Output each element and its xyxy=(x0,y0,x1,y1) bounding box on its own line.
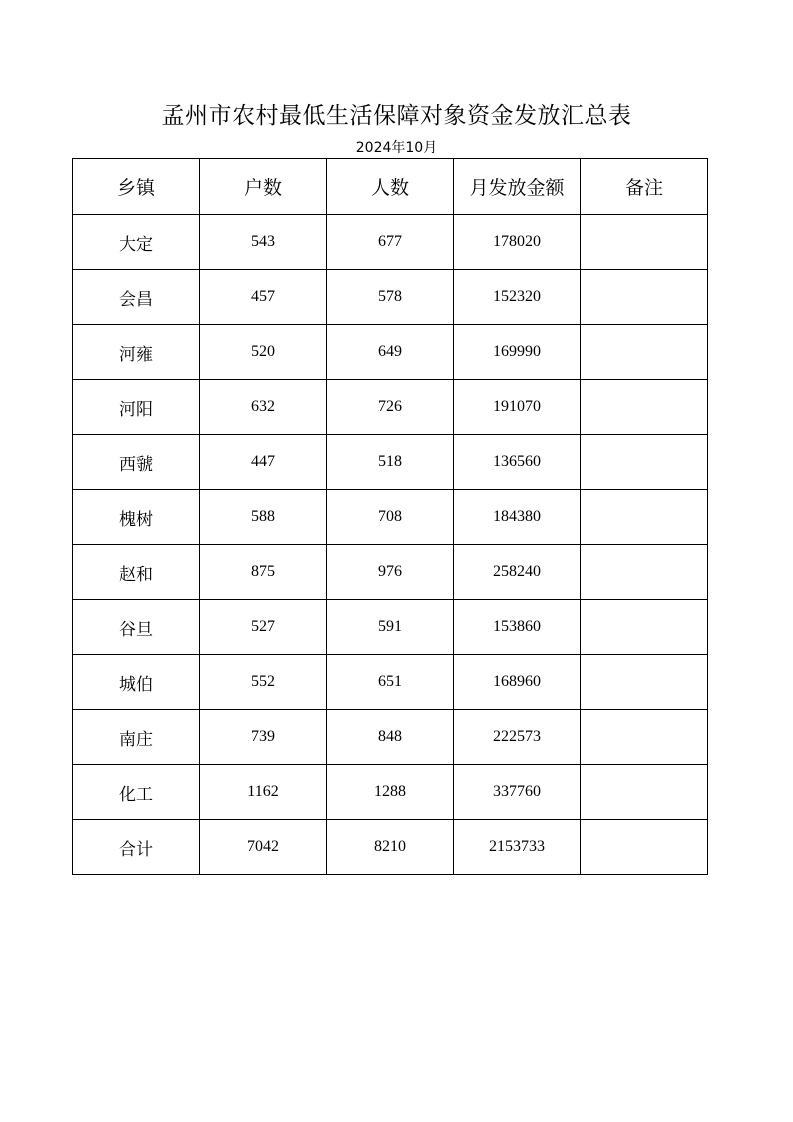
table-row xyxy=(73,545,708,600)
cell-remark xyxy=(581,270,708,325)
table-row xyxy=(73,655,708,710)
cell-households: 543 xyxy=(200,215,327,270)
cell-persons: 976 xyxy=(327,545,454,600)
table-row xyxy=(73,600,708,655)
cell-amount: 168960 xyxy=(454,655,581,710)
table-header-row xyxy=(73,159,708,215)
cell-amount: 184380 xyxy=(454,490,581,545)
summary-table xyxy=(72,158,708,875)
cell-remark xyxy=(581,655,708,710)
cell-town: 赵和 xyxy=(73,545,200,600)
header-town: 乡镇 xyxy=(73,159,200,215)
cell-persons: 726 xyxy=(327,380,454,435)
cell-amount: 152320 xyxy=(454,270,581,325)
cell-remark xyxy=(581,325,708,380)
document-title: 孟州市农村最低生活保障对象资金发放汇总表 xyxy=(161,103,632,129)
cell-amount: 2153733 xyxy=(454,820,581,875)
cell-households: 875 xyxy=(200,545,327,600)
cell-amount: 258240 xyxy=(454,545,581,600)
cell-persons: 848 xyxy=(327,710,454,765)
header-remark: 备注 xyxy=(581,159,708,215)
header-persons: 人数 xyxy=(327,159,454,215)
cell-persons: 518 xyxy=(327,435,454,490)
cell-remark xyxy=(581,215,708,270)
cell-persons: 8210 xyxy=(327,820,454,875)
cell-households: 527 xyxy=(200,600,327,655)
cell-households: 520 xyxy=(200,325,327,380)
cell-remark xyxy=(581,600,708,655)
cell-households: 1162 xyxy=(200,765,327,820)
table-total-row xyxy=(73,820,708,875)
cell-remark xyxy=(581,765,708,820)
cell-town: 河雍 xyxy=(73,325,200,380)
cell-amount: 178020 xyxy=(454,215,581,270)
header-amount: 月发放金额 xyxy=(454,159,581,215)
cell-households: 588 xyxy=(200,490,327,545)
cell-amount: 136560 xyxy=(454,435,581,490)
cell-persons: 591 xyxy=(327,600,454,655)
cell-remark xyxy=(581,820,708,875)
cell-amount: 222573 xyxy=(454,710,581,765)
cell-town: 城伯 xyxy=(73,655,200,710)
header-households: 户数 xyxy=(200,159,327,215)
table-row xyxy=(73,710,708,765)
table-row xyxy=(73,765,708,820)
cell-persons: 1288 xyxy=(327,765,454,820)
cell-amount: 153860 xyxy=(454,600,581,655)
table-row xyxy=(73,380,708,435)
cell-town: 大定 xyxy=(73,215,200,270)
cell-town: 河阳 xyxy=(73,380,200,435)
table-row xyxy=(73,270,708,325)
cell-town: 南庄 xyxy=(73,710,200,765)
cell-remark xyxy=(581,710,708,765)
cell-households: 739 xyxy=(200,710,327,765)
cell-town: 合计 xyxy=(73,820,200,875)
cell-remark xyxy=(581,435,708,490)
cell-town: 会昌 xyxy=(73,270,200,325)
cell-town: 西虢 xyxy=(73,435,200,490)
cell-persons: 578 xyxy=(327,270,454,325)
cell-town: 槐树 xyxy=(73,490,200,545)
cell-amount: 169990 xyxy=(454,325,581,380)
cell-town: 化工 xyxy=(73,765,200,820)
cell-remark xyxy=(581,490,708,545)
cell-households: 7042 xyxy=(200,820,327,875)
cell-town: 谷旦 xyxy=(73,600,200,655)
cell-remark xyxy=(581,380,708,435)
cell-households: 632 xyxy=(200,380,327,435)
cell-amount: 337760 xyxy=(454,765,581,820)
cell-persons: 651 xyxy=(327,655,454,710)
table-row xyxy=(73,435,708,490)
cell-households: 552 xyxy=(200,655,327,710)
table-row xyxy=(73,215,708,270)
cell-households: 457 xyxy=(200,270,327,325)
table-row xyxy=(73,325,708,380)
table-row xyxy=(73,490,708,545)
cell-amount: 191070 xyxy=(454,380,581,435)
cell-persons: 677 xyxy=(327,215,454,270)
cell-remark xyxy=(581,545,708,600)
cell-persons: 649 xyxy=(327,325,454,380)
cell-households: 447 xyxy=(200,435,327,490)
document-period: 2024年10月 xyxy=(355,140,438,156)
cell-persons: 708 xyxy=(327,490,454,545)
